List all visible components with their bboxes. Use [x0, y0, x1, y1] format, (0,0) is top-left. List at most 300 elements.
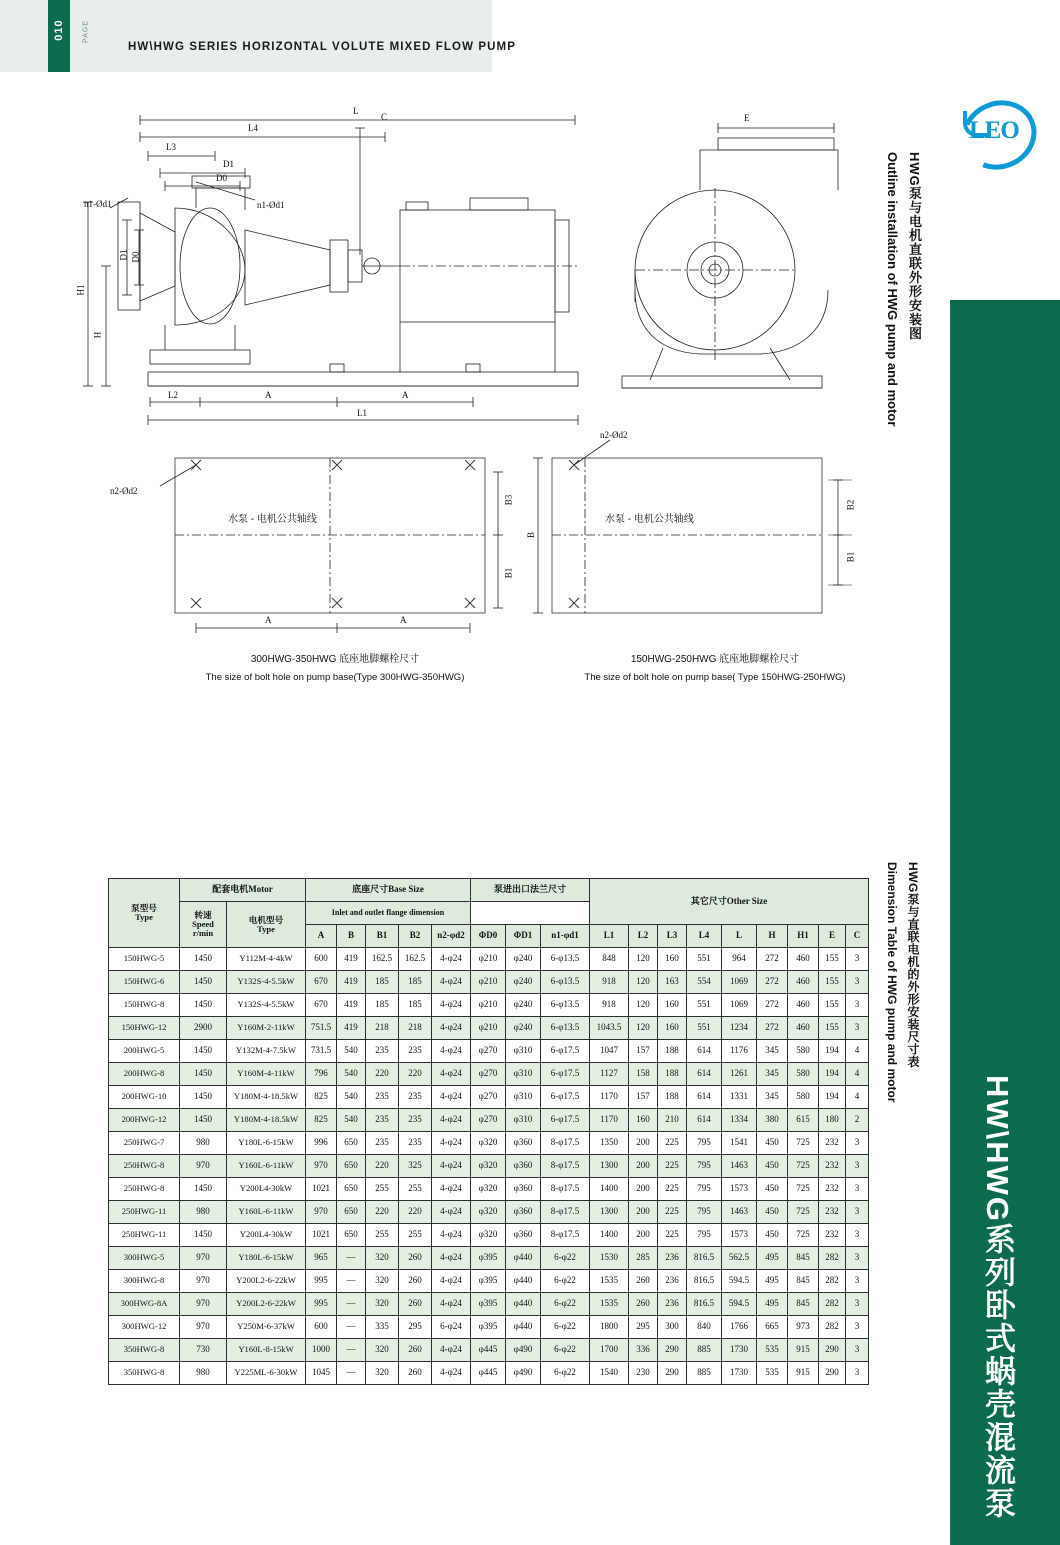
cell-ΦD0: φ210	[471, 1017, 506, 1040]
cell-H: 535	[757, 1339, 788, 1362]
cell-L1: 918	[590, 971, 629, 994]
cell-type: 250HWG-11	[109, 1224, 180, 1247]
th-col-C: C	[846, 925, 869, 948]
cell-A: 731.5	[306, 1040, 337, 1063]
leo-logo	[955, 95, 1035, 167]
cell-n1-φd1: 6-φ17.5	[541, 1109, 590, 1132]
cell-ΦD0: φ395	[471, 1293, 506, 1316]
cell-E: 282	[819, 1247, 846, 1270]
cell-L: 1331	[722, 1086, 757, 1109]
cell-L2: 120	[629, 1017, 658, 1040]
cell-C: 3	[846, 1339, 869, 1362]
cell-H1: 725	[788, 1155, 819, 1178]
cell-n2-φd2: 4-φ24	[432, 1293, 471, 1316]
cell-H1: 580	[788, 1063, 819, 1086]
cell-type: 150HWG-12	[109, 1017, 180, 1040]
cell-L3: 188	[658, 1086, 687, 1109]
cell-H1: 915	[788, 1362, 819, 1385]
cell-E: 232	[819, 1224, 846, 1247]
cell-B1: 255	[366, 1224, 399, 1247]
figure-caption-en: Outline installation of HWG pump and motor	[885, 152, 900, 427]
table-row	[109, 1063, 869, 1086]
cell-speed: 1450	[180, 994, 227, 1017]
cell-L3: 225	[658, 1224, 687, 1247]
th-motor-group: 配套电机Motor	[180, 879, 306, 902]
th-other-group: 其它尺寸Other Size	[590, 879, 869, 925]
th-col-n2d2: n2-φd2	[432, 925, 471, 948]
cell-L3: 160	[658, 994, 687, 1017]
cell-H: 450	[757, 1201, 788, 1224]
cell-B2: 235	[399, 1132, 432, 1155]
cell-A: 825	[306, 1086, 337, 1109]
cell-L1: 1043.5	[590, 1017, 629, 1040]
cell-ΦD0: φ445	[471, 1339, 506, 1362]
cell-B: 419	[337, 994, 366, 1017]
cell-ΦD1: φ440	[506, 1270, 541, 1293]
cell-L4: 795	[687, 1132, 722, 1155]
cell-speed: 970	[180, 1316, 227, 1339]
dim-A-top2: A	[402, 390, 409, 400]
cell-n1-φd1: 6-φ13.5	[541, 1017, 590, 1040]
cell-B2: 295	[399, 1316, 432, 1339]
cell-n1-φd1: 8-φ17.5	[541, 1132, 590, 1155]
cell-speed: 1450	[180, 1109, 227, 1132]
cell-ΦD1: φ360	[506, 1178, 541, 1201]
cell-L4: 551	[687, 948, 722, 971]
cell-L3: 236	[658, 1270, 687, 1293]
table-row	[109, 1316, 869, 1339]
cell-n2-φd2: 4-φ24	[432, 1362, 471, 1385]
cell-B1: 235	[366, 1109, 399, 1132]
cell-ΦD0: φ210	[471, 994, 506, 1017]
table-row	[109, 1086, 869, 1109]
th-col-L2: L2	[629, 925, 658, 948]
cell-B: 650	[337, 1132, 366, 1155]
cell-type: 300HWG-12	[109, 1316, 180, 1339]
cell-B2: 260	[399, 1293, 432, 1316]
cell-n2-φd2: 4-φ24	[432, 1040, 471, 1063]
table-row	[109, 971, 869, 994]
dim-d1: D1	[118, 249, 129, 261]
cell-A: 995	[306, 1293, 337, 1316]
cell-L4: 614	[687, 1086, 722, 1109]
cell-L2: 120	[629, 948, 658, 971]
cell-L: 1334	[722, 1109, 757, 1132]
cell-ΦD0: φ395	[471, 1270, 506, 1293]
cell-L4: 551	[687, 994, 722, 1017]
cell-L: 1573	[722, 1178, 757, 1201]
cell-B1: 320	[366, 1247, 399, 1270]
cell-H1: 845	[788, 1270, 819, 1293]
cell-B2: 260	[399, 1339, 432, 1362]
cell-A: 1000	[306, 1339, 337, 1362]
dim-E: E	[744, 113, 750, 123]
cell-C: 3	[846, 1224, 869, 1247]
cell-B: 419	[337, 971, 366, 994]
cell-n2-φd2: 4-φ24	[432, 1270, 471, 1293]
cell-motor-type: Y180L-6-15kW	[227, 1247, 306, 1270]
cell-B1: 255	[366, 1178, 399, 1201]
th-col-B1: B1	[366, 925, 399, 948]
cell-H1: 845	[788, 1293, 819, 1316]
cell-B: —	[337, 1293, 366, 1316]
cell-H1: 915	[788, 1339, 819, 1362]
cell-L4: 614	[687, 1063, 722, 1086]
cell-ΦD0: φ395	[471, 1247, 506, 1270]
cell-C: 2	[846, 1109, 869, 1132]
cell-motor-type: Y132S-4-5.5kW	[227, 994, 306, 1017]
cell-E: 282	[819, 1316, 846, 1339]
cell-n1-φd1: 8-φ17.5	[541, 1224, 590, 1247]
cell-H1: 973	[788, 1316, 819, 1339]
cell-type: 300HWG-8A	[109, 1293, 180, 1316]
cell-type: 300HWG-5	[109, 1247, 180, 1270]
cell-motor-type: Y160L-8-15kW	[227, 1339, 306, 1362]
cell-A: 996	[306, 1132, 337, 1155]
axis-note-right: 水泵 - 电机公共轴线	[605, 514, 694, 525]
cell-ΦD1: φ440	[506, 1293, 541, 1316]
table-caption-cn: HWG泵与直联电机的外形安装尺寸表	[906, 862, 920, 1068]
cell-B1: 220	[366, 1063, 399, 1086]
cell-type: 200HWG-10	[109, 1086, 180, 1109]
cell-B2: 260	[399, 1362, 432, 1385]
cell-L1: 1400	[590, 1178, 629, 1201]
cell-motor-type: Y132S-4-5.5kW	[227, 971, 306, 994]
cell-B: 419	[337, 1017, 366, 1040]
cell-L: 594.5	[722, 1270, 757, 1293]
cell-L3: 225	[658, 1178, 687, 1201]
cell-ΦD0: φ270	[471, 1040, 506, 1063]
cell-ΦD0: φ210	[471, 971, 506, 994]
cell-L3: 160	[658, 1017, 687, 1040]
cell-B2: 325	[399, 1155, 432, 1178]
th-col-B: B	[337, 925, 366, 948]
cell-speed: 2900	[180, 1017, 227, 1040]
cell-speed: 970	[180, 1293, 227, 1316]
cell-B1: 235	[366, 1040, 399, 1063]
cell-E: 282	[819, 1270, 846, 1293]
cell-L4: 795	[687, 1178, 722, 1201]
cell-L1: 848	[590, 948, 629, 971]
th-col-D1: ΦD1	[506, 925, 541, 948]
cell-speed: 1450	[180, 1063, 227, 1086]
cell-L: 1766	[722, 1316, 757, 1339]
cell-ΦD1: φ360	[506, 1132, 541, 1155]
dim-A-bot1: A	[265, 615, 272, 625]
table-row	[109, 1339, 869, 1362]
cell-n1-φd1: 8-φ17.5	[541, 1201, 590, 1224]
cell-ΦD0: φ320	[471, 1224, 506, 1247]
cell-A: 995	[306, 1270, 337, 1293]
dim-n2d2-left: n2-Ød2	[110, 486, 138, 496]
cell-A: 970	[306, 1155, 337, 1178]
cell-A: 600	[306, 1316, 337, 1339]
cell-H: 495	[757, 1270, 788, 1293]
cell-L1: 1170	[590, 1109, 629, 1132]
cell-L2: 158	[629, 1063, 658, 1086]
cell-B2: 185	[399, 971, 432, 994]
cell-ΦD0: φ210	[471, 948, 506, 971]
cell-L2: 260	[629, 1270, 658, 1293]
dim-C: C	[381, 112, 388, 122]
cell-speed: 1450	[180, 1178, 227, 1201]
cell-H1: 580	[788, 1086, 819, 1109]
cell-ΦD1: φ310	[506, 1086, 541, 1109]
page-title: HW\HWG SERIES HORIZONTAL VOLUTE MIXED FLOW PUMP	[128, 41, 516, 53]
cell-E: 290	[819, 1339, 846, 1362]
cell-L4: 840	[687, 1316, 722, 1339]
cell-L2: 285	[629, 1247, 658, 1270]
cell-speed: 980	[180, 1362, 227, 1385]
table-row	[109, 1362, 869, 1385]
cell-L2: 260	[629, 1293, 658, 1316]
cell-A: 965	[306, 1247, 337, 1270]
cell-n2-φd2: 4-φ24	[432, 1017, 471, 1040]
cell-L2: 120	[629, 994, 658, 1017]
cell-type: 200HWG-8	[109, 1063, 180, 1086]
cell-ΦD0: φ320	[471, 1155, 506, 1178]
cell-n2-φd2: 4-φ24	[432, 1201, 471, 1224]
cell-type: 200HWG-5	[109, 1040, 180, 1063]
cell-L1: 1530	[590, 1247, 629, 1270]
cell-speed: 730	[180, 1339, 227, 1362]
axis-note-left: 水泵 - 电机公共轴线	[228, 514, 317, 525]
cell-B1: 185	[366, 994, 399, 1017]
cell-L2: 120	[629, 971, 658, 994]
cell-motor-type: Y160L-6-11kW	[227, 1201, 306, 1224]
cell-L1: 1535	[590, 1293, 629, 1316]
cell-motor-type: Y225ML-6-30kW	[227, 1362, 306, 1385]
cell-B1: 162.5	[366, 948, 399, 971]
cell-L: 1730	[722, 1339, 757, 1362]
cell-B1: 235	[366, 1086, 399, 1109]
cell-motor-type: Y160M-4-11kW	[227, 1063, 306, 1086]
cell-B: 650	[337, 1155, 366, 1178]
cell-B2: 220	[399, 1201, 432, 1224]
table-row	[109, 1201, 869, 1224]
cell-H1: 725	[788, 1132, 819, 1155]
cell-L4: 554	[687, 971, 722, 994]
cell-A: 825	[306, 1109, 337, 1132]
cell-B: 650	[337, 1178, 366, 1201]
cell-n1-φd1: 8-φ17.5	[541, 1178, 590, 1201]
cell-n1-φd1: 6-φ13.5	[541, 971, 590, 994]
cell-H: 345	[757, 1086, 788, 1109]
cell-B: 419	[337, 948, 366, 971]
cell-n1-φd1: 6-φ22	[541, 1247, 590, 1270]
cell-L2: 157	[629, 1086, 658, 1109]
cell-ΦD1: φ360	[506, 1155, 541, 1178]
th-flange-group-cn: 泵进出口法兰尺寸	[471, 879, 590, 902]
cell-ΦD1: φ240	[506, 1017, 541, 1040]
cell-H1: 460	[788, 994, 819, 1017]
cell-motor-type: Y250M-6-37kW	[227, 1316, 306, 1339]
cell-ΦD1: φ240	[506, 971, 541, 994]
cell-E: 155	[819, 1017, 846, 1040]
cell-L3: 290	[658, 1362, 687, 1385]
header-band	[0, 0, 492, 72]
th-col-A: A	[306, 925, 337, 948]
cell-L3: 188	[658, 1063, 687, 1086]
th-motor-type: 电机型号 Type	[227, 902, 306, 948]
th-col-B2: B2	[399, 925, 432, 948]
table-row	[109, 1247, 869, 1270]
cell-E: 282	[819, 1293, 846, 1316]
cell-H1: 725	[788, 1178, 819, 1201]
dim-L2: L2	[168, 390, 178, 400]
cell-A: 970	[306, 1201, 337, 1224]
cell-L4: 795	[687, 1155, 722, 1178]
cell-H: 272	[757, 971, 788, 994]
cell-A: 1021	[306, 1178, 337, 1201]
cell-motor-type: Y180M-4-18.5kW	[227, 1109, 306, 1132]
cell-L1: 918	[590, 994, 629, 1017]
cell-H: 380	[757, 1109, 788, 1132]
cell-L: 1069	[722, 994, 757, 1017]
cell-motor-type: Y132M-4-7.5kW	[227, 1040, 306, 1063]
cell-n1-φd1: 6-φ22	[541, 1339, 590, 1362]
table-row	[109, 948, 869, 971]
table-row	[109, 1017, 869, 1040]
cell-L3: 225	[658, 1201, 687, 1224]
cell-H1: 580	[788, 1040, 819, 1063]
cell-E: 194	[819, 1086, 846, 1109]
cell-B1: 320	[366, 1339, 399, 1362]
cell-ΦD1: φ440	[506, 1247, 541, 1270]
cell-motor-type: Y112M-4-4kW	[227, 948, 306, 971]
cell-ΦD1: φ360	[506, 1201, 541, 1224]
cell-n1-φd1: 6-φ17.5	[541, 1086, 590, 1109]
cell-L: 594.5	[722, 1293, 757, 1316]
cell-L3: 236	[658, 1247, 687, 1270]
cell-E: 194	[819, 1040, 846, 1063]
cell-L: 562.5	[722, 1247, 757, 1270]
cell-B: 650	[337, 1201, 366, 1224]
cell-B1: 320	[366, 1362, 399, 1385]
cell-E: 180	[819, 1109, 846, 1132]
dim-A-top1: A	[265, 390, 272, 400]
cell-speed: 1450	[180, 1224, 227, 1247]
cell-n2-φd2: 4-φ24	[432, 1247, 471, 1270]
cell-L1: 1535	[590, 1270, 629, 1293]
cell-n2-φd2: 4-φ24	[432, 1086, 471, 1109]
cell-n2-φd2: 4-φ24	[432, 971, 471, 994]
cell-type: 300HWG-8	[109, 1270, 180, 1293]
cell-L3: 300	[658, 1316, 687, 1339]
cell-n1-φd1: 6-φ17.5	[541, 1063, 590, 1086]
cell-C: 3	[846, 1293, 869, 1316]
cell-L3: 236	[658, 1293, 687, 1316]
cell-n2-φd2: 4-φ24	[432, 1063, 471, 1086]
cell-L: 1463	[722, 1201, 757, 1224]
cell-B1: 220	[366, 1201, 399, 1224]
cell-H1: 460	[788, 948, 819, 971]
cell-L4: 885	[687, 1362, 722, 1385]
cell-L: 1069	[722, 971, 757, 994]
cell-n1-φd1: 6-φ17.5	[541, 1040, 590, 1063]
cell-type: 200HWG-12	[109, 1109, 180, 1132]
table-row	[109, 1155, 869, 1178]
cell-type: 150HWG-6	[109, 971, 180, 994]
cell-L1: 1300	[590, 1201, 629, 1224]
cell-H: 272	[757, 1017, 788, 1040]
cell-B2: 260	[399, 1270, 432, 1293]
th-base-sub: Inlet and outlet flange dimension	[306, 902, 471, 925]
figure-left-caption-en: The size of bolt hole on pump base(Type 300HWG-350HWG)	[205, 672, 465, 683]
th-col-L3: L3	[658, 925, 687, 948]
cell-H: 272	[757, 994, 788, 1017]
cell-motor-type: Y200L4-30kW	[227, 1178, 306, 1201]
th-base-group: 底座尺寸Base Size	[306, 879, 471, 902]
table-body	[109, 948, 869, 1385]
cell-ΦD1: φ360	[506, 1224, 541, 1247]
th-type: 泵型号 Type	[109, 879, 180, 948]
cell-L1: 1800	[590, 1316, 629, 1339]
th-col-n1d1: n1-φd1	[541, 925, 590, 948]
th-col-L1: L1	[590, 925, 629, 948]
cell-H1: 725	[788, 1224, 819, 1247]
cell-A: 796	[306, 1063, 337, 1086]
cell-L1: 1540	[590, 1362, 629, 1385]
th-col-E: E	[819, 925, 846, 948]
dim-n2d2-right: n2-Ød2	[600, 430, 628, 440]
cell-L4: 795	[687, 1201, 722, 1224]
cell-motor-type: Y180L-6-15kW	[227, 1132, 306, 1155]
cell-L: 1573	[722, 1224, 757, 1247]
table-row	[109, 1270, 869, 1293]
cell-ΦD1: φ490	[506, 1362, 541, 1385]
cell-E: 155	[819, 994, 846, 1017]
cell-C: 4	[846, 1063, 869, 1086]
cell-L1: 1047	[590, 1040, 629, 1063]
cell-C: 3	[846, 1017, 869, 1040]
cell-E: 232	[819, 1155, 846, 1178]
dimension-table-wrap	[108, 878, 869, 1385]
cell-B1: 335	[366, 1316, 399, 1339]
table-row	[109, 1109, 869, 1132]
dim-L1: L1	[357, 408, 367, 418]
table-caption-en: Dimension Table of HWG pump and motor	[885, 862, 899, 1103]
cell-H1: 460	[788, 1017, 819, 1040]
cell-L2: 200	[629, 1201, 658, 1224]
cell-E: 232	[819, 1132, 846, 1155]
cell-L1: 1400	[590, 1224, 629, 1247]
table-header-group-row	[109, 879, 869, 902]
cell-E: 232	[819, 1178, 846, 1201]
cell-L2: 200	[629, 1224, 658, 1247]
cell-H: 535	[757, 1362, 788, 1385]
cell-C: 3	[846, 1270, 869, 1293]
cell-n2-φd2: 4-φ24	[432, 948, 471, 971]
cell-n1-φd1: 6-φ13.5	[541, 948, 590, 971]
th-col-D0: ΦD0	[471, 925, 506, 948]
cell-A: 751.5	[306, 1017, 337, 1040]
cell-C: 3	[846, 1201, 869, 1224]
cell-B2: 235	[399, 1086, 432, 1109]
cell-ΦD1: φ240	[506, 994, 541, 1017]
cell-n2-φd2: 4-φ24	[432, 1339, 471, 1362]
cell-B2: 235	[399, 1040, 432, 1063]
cell-L: 1176	[722, 1040, 757, 1063]
cell-B2: 185	[399, 994, 432, 1017]
cell-C: 3	[846, 1155, 869, 1178]
cell-B: 540	[337, 1109, 366, 1132]
figure-left-caption-cn: 300HWG-350HWG 底座地脚螺栓尺寸	[250, 654, 420, 665]
cell-type: 250HWG-8	[109, 1178, 180, 1201]
cell-ΦD0: φ320	[471, 1178, 506, 1201]
cell-B1: 320	[366, 1270, 399, 1293]
dim-B: B	[526, 531, 537, 539]
